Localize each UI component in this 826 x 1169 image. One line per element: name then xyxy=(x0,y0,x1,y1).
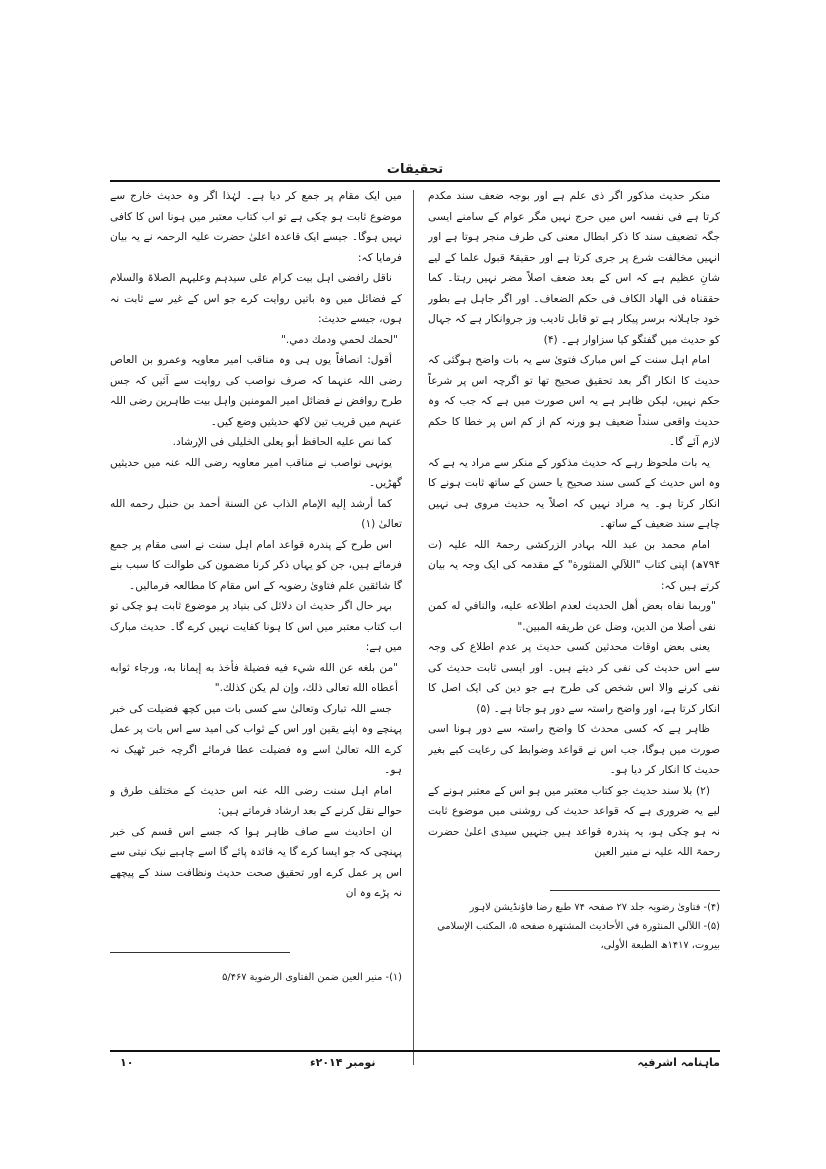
footnote: (۴)- فتاویٰ رضویہ جلد ۲۷ صفحہ ۷۴ طبع رضا فاؤنڈیشن لاہور xyxy=(469,902,720,913)
page-header-title: تحقیقات xyxy=(386,162,444,177)
footer-rule xyxy=(110,1050,720,1052)
paragraph: جسے اللہ تبارک وتعالیٰ سے کسی بات میں کچھ فضیلت کی خبر پہنچے وہ اپنے یقین اور اس کے ثواب کی امید سے اس بات پر عمل کرے اللہ تعالیٰ اسے وہ فضیلت عطا فرمائے اگرچہ خبر ٹھیک نہ ہو۔ xyxy=(110,702,402,776)
paragraph: بہر حال اگر حدیث ان دلائل کی بنیاد پر موضوع ثابت ہو چکی تو اب کتاب معتبر میں اس کا ہونا کفایت نہیں کرے گا۔ حدیث مبارک میں ہے: xyxy=(110,600,402,653)
paragraph: میں ایک مقام پر جمع کر دیا ہے۔ لہٰذا اگر وہ حدیث خارج سے موضوع ثابت ہو چکی ہے تو اب کتاب معتبر میں ہونا اس کا کافی نہیں ہوگا۔ جیسے ایک قاعدہ اعلیٰ حضرت علیہ الرحمہ نے یہ بیان فرمایا کہ: xyxy=(110,190,402,264)
paragraph: ان احادیث سے صاف ظاہر ہوا کہ جسے اس قسم کی خبر پہنچی کہ جو ایسا کرے گا یہ فائدہ پائے گا اسے چاہیے نیک نیتی سے اس پر عمل کرے اور تحقیق صحت حدیث ونظافت سند کے پیچھے نہ پڑے وہ ان xyxy=(110,825,402,899)
right-footnotes xyxy=(428,898,720,955)
arabic-line: کما أرشد إلیه الإمام الذاب عن السنة أحمد بن حنبل رحمه الله تعالیٰ (۱) xyxy=(110,497,402,530)
paragraph: (۲) بلا سند حدیث جو کتاب معتبر میں ہو اس کے معتبر ہونے کے لیے یہ ضروری ہے کہ قواعد حدیث کی روشنی میں موضوع ثابت نہ ہو چکی ہو، یہ پندرہ قواعد ہیں جنہیں سیدی اعلیٰ حضرت رحمۃ اللہ علیہ نے منیر العین xyxy=(428,784,720,858)
arabic-line: کما نص علیه الحافظ أبو یعلی الخلیلی فی الإرشاد. xyxy=(172,436,392,448)
paragraph: اس طرح کے پندرہ قواعد امام اہل سنت نے اسی مقام پر جمع فرمائے ہیں، جن کو یہاں ذکر کرنا مضمون کی طوالت کا سبب بنے گا شائقین علم فتاویٰ رضویہ کے اس مقام کا مطالعہ فرمالیں۔ xyxy=(110,538,402,592)
footnote: (۵)- اللآلي المنثورة في الأحاديث المشتهرة صفحه ۵، المكتب الإسلامي بيروت، ۱۴۱۷ھ الطبعة الأولى، xyxy=(437,921,720,951)
paragraph: امام اہل سنت رضی اللہ عنہ اس حدیث کے مختلف طرق و حوالے نقل کرنے کے بعد ارشاد فرماتے ہیں: xyxy=(110,784,402,817)
arabic-quote: "لحمك لحمي ودمك دمي." xyxy=(280,333,398,346)
paragraph: یونہی نواصب نے مناقب امیر معاویہ رضی اللہ عنہ میں حدیثیں گھڑیں۔ xyxy=(110,456,402,489)
paragraph: منکر حدیث مذکور اگر ذی علم ہے اور بوجہ ضعف سند مکدم کرتا ہے فی نفسہ اس میں حرج نہیں مگر عوام کے سامنے ایسی جگہ تضعیف سند کا ذکر ابطال معنی کی طرف منجر ہوتا ہے اور انہیں مخالفت شرع پر جری کرتا ہے اور حقیقۃً قبول علما کے لیے شانِ عظیم ہے کہ اس کے بعد ضعف اصلاً مضر نہیں رہتا۔ کما حققناہ فی الھاد الکاف فی حکم الضعاف۔ اور اگر جاہل ہے بطور خود جاہلانہ برسر پیکار ہے تو قابل تادیب وز جروانکار ہے کہ جہال کو حدیث میں گفتگو کیا سزاوار ہے۔ (۴) xyxy=(428,190,720,346)
paragraph: أقول: انصافاً یوں ہی وہ مناقب امیر معاویہ وعمرو بن العاص رضی اللہ عنہما کہ صرف نواصب کی روایت سے آئیں کہ جس طرح روافض نے فضائل امیر المومنین واہل بیت طاہرین رضی اللہ عنہم میں قریب تین لاکھ حدیثیں وضع کیں۔ xyxy=(110,354,402,428)
column-divider xyxy=(413,190,414,1065)
arabic-quote: "من بلغه عن الله شيء فيه فضيلة فأخذ به إيمانا به، ورجاء ثوابه أعطاه الله تعالى ذلك، وإن لم يكن كذلك." xyxy=(110,661,398,694)
magazine-name: ماہنامہ اشرفیہ xyxy=(637,1056,720,1069)
paragraph: امام اہل سنت کے اس مبارک فتویٰ سے یہ بات واضح ہوگئی کہ حدیث کا انکار اگر بعد تحقیق صحیح تھا تو اگرچہ اس پر شرعاً حکم نہیں، لیکن ظاہر ہے یہ اس صورت میں ہے کہ جب کہ وہ حدیث واقعی سنداً ضعیف ہو ورنہ کم از کم اس پر خطا کا حکم لازم آئے گا۔ xyxy=(428,354,720,448)
page-number: ۱۰ xyxy=(120,1056,134,1069)
paragraph: یعنی بعض اوقات محدثین کسی حدیث پر عدم اطلاع کی وجہ سے اس حدیث کی نفی کر دیتے ہیں۔ اور ایسی ثابت حدیث کی نفی کرنے والا اس شخص کی طرح ہے جو دین کی ایک اصل کا انکار کرتا ہے، اور واضح راستہ سے دور ہو جاتا ہے۔ (۵) xyxy=(428,641,720,715)
paragraph: امام محمد بن عبد اللہ بہادر الزرکشی رحمۃ اللہ علیہ (ت ۷۹۴ھ) اپنی کتاب "اللآلي المنثورة" کے مقدمہ کی ایک وجہ یہ بیان کرتے ہیں کہ: xyxy=(428,538,720,592)
paragraph: ناقل رافضی اہل بیت کرام علی سیدہم وعلیہم الصلاۃ والسلام کے فضائل میں وہ باتیں روایت کرے جو اس کے غیر سے ثابت نہ ہوں، جیسے حدیث: xyxy=(110,272,402,325)
left-column xyxy=(110,186,402,1044)
paragraph: ظاہر ہے کہ کسی محدث کا واضح راستہ سے دور ہونا اسی صورت میں ہوگا، جب اس نے قواعد وضوابط کی رعایت کیے بغیر حدیث کا انکار کر دیا ہو۔ xyxy=(428,723,720,776)
footnote-rule-right xyxy=(550,890,720,891)
footnote-rule-left xyxy=(110,952,290,953)
magazine-page xyxy=(110,150,720,1069)
footnote: (۱)- منیر العین ضمن الفتاوی الرضویة ۵/۴۶۷ xyxy=(222,971,402,983)
arabic-quote: "وربما نفاه بعض أهل الحديث لعدم اطلاعه عليه، والنافي له كمن نفى أصلا من الدين، وضل عن طريقه المبين." xyxy=(428,600,716,633)
header-rule xyxy=(110,180,720,182)
left-footnotes xyxy=(110,958,402,997)
paragraph: یہ بات ملحوظ رہے کہ حدیث مذکور کے منکر سے مراد یہ ہے کہ وہ اس حدیث کے کسی سند صحیح یا حسن کے ساتھ ثابت ہونے کا انکار کرتا ہو۔ یہ مراد نہیں کہ اصلاً یہ حدیث مروی ہی نہیں چاہے سند ضعیف کے ساتھ۔ xyxy=(428,456,720,530)
page-footer xyxy=(110,1054,720,1072)
issue-date: نومبر ۲۰۱۴ء xyxy=(310,1056,376,1069)
